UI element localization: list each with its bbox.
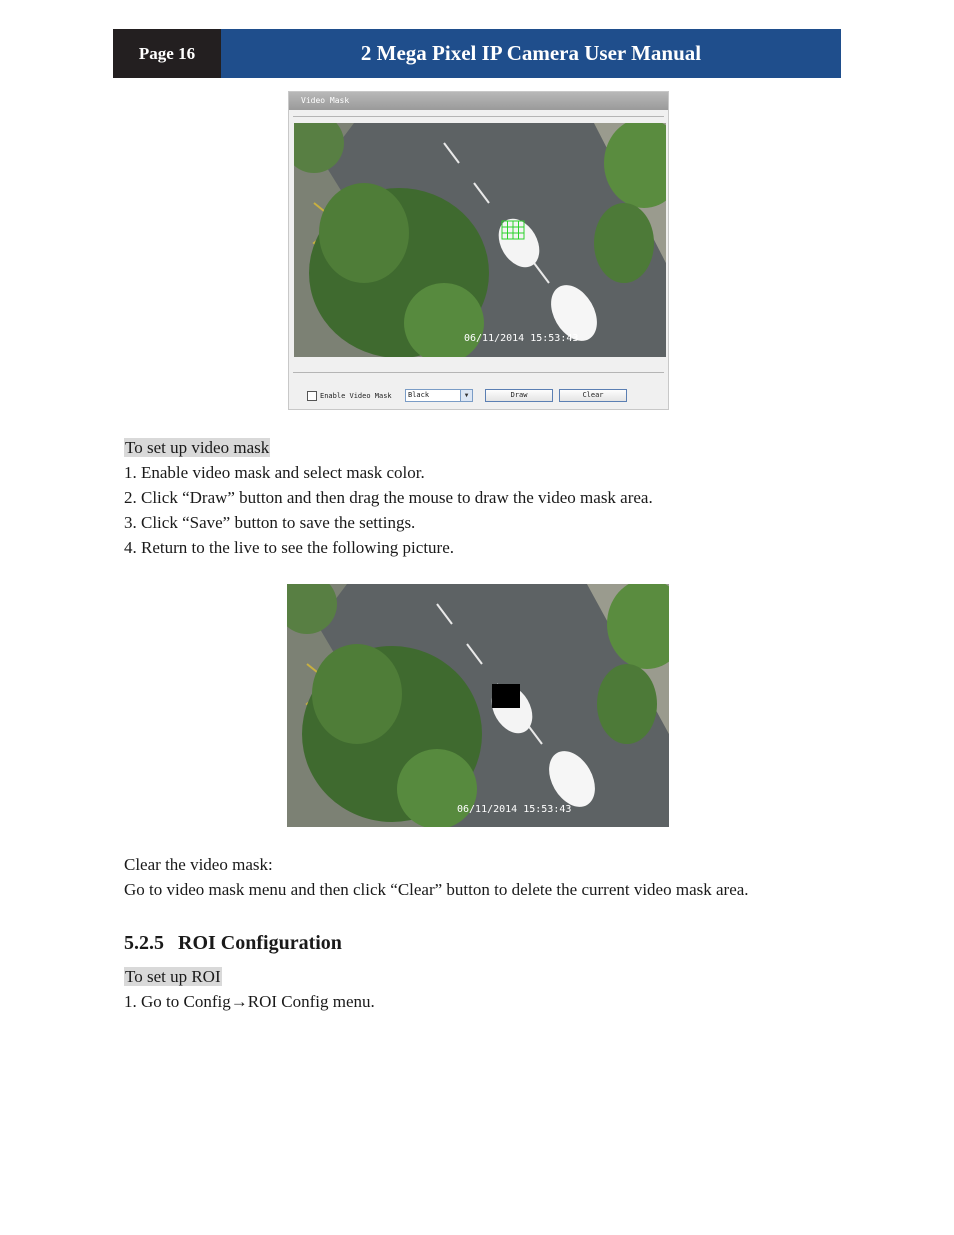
section-title: ROI Configuration	[178, 932, 342, 954]
camera-view	[294, 123, 666, 357]
page-number: Page 16	[113, 29, 221, 78]
clear-mask-text: Go to video mask menu and then click “Clear” button to delete the current video mask area.	[124, 880, 749, 899]
roi-step-suffix: ROI Config menu.	[247, 992, 375, 1011]
divider	[293, 372, 664, 373]
enable-mask-checkbox[interactable]	[307, 391, 317, 401]
clear-mask-heading: Clear the video mask:	[124, 855, 273, 874]
step-1: 1. Enable video mask and select mask color.	[124, 463, 425, 482]
draw-button[interactable]: Draw	[485, 389, 553, 402]
manual-title: 2 Mega Pixel IP Camera User Manual	[221, 29, 841, 78]
chevron-down-icon[interactable]: ▼	[460, 390, 472, 401]
roi-step-prefix: 1. Go to Config	[124, 992, 231, 1011]
camera-timestamp: 06/11/2014 15:53:43	[457, 804, 572, 815]
video-mask-screenshot	[288, 91, 669, 410]
arrow-right-icon: →	[230, 992, 248, 1011]
divider	[293, 116, 664, 117]
camera-timestamp: 06/11/2014 15:53:43	[464, 333, 579, 344]
enable-mask-control[interactable]	[307, 388, 392, 404]
mask-color-select[interactable]	[405, 389, 473, 402]
panel-title: Video Mask	[289, 92, 668, 110]
roi-step-1	[124, 989, 375, 1014]
step-4: 4. Return to the live to see the following picture.	[124, 538, 455, 557]
video-mask-area	[492, 684, 520, 708]
step-3: 3. Click “Save” button to save the settings.	[124, 513, 416, 532]
setup-mask-heading: To set up video mask	[125, 438, 270, 457]
mask-color-value: Black	[408, 391, 430, 399]
step-2: 2. Click “Draw” button and then drag the mouse to draw the video mask area.	[124, 488, 653, 507]
section-number: 5.2.5	[124, 932, 164, 954]
clear-button[interactable]: Clear	[559, 389, 627, 402]
live-view-screenshot	[287, 584, 669, 827]
enable-mask-label: Enable Video Mask	[320, 392, 392, 400]
setup-roi-heading: To set up ROI	[125, 967, 221, 986]
section-heading	[124, 932, 342, 955]
